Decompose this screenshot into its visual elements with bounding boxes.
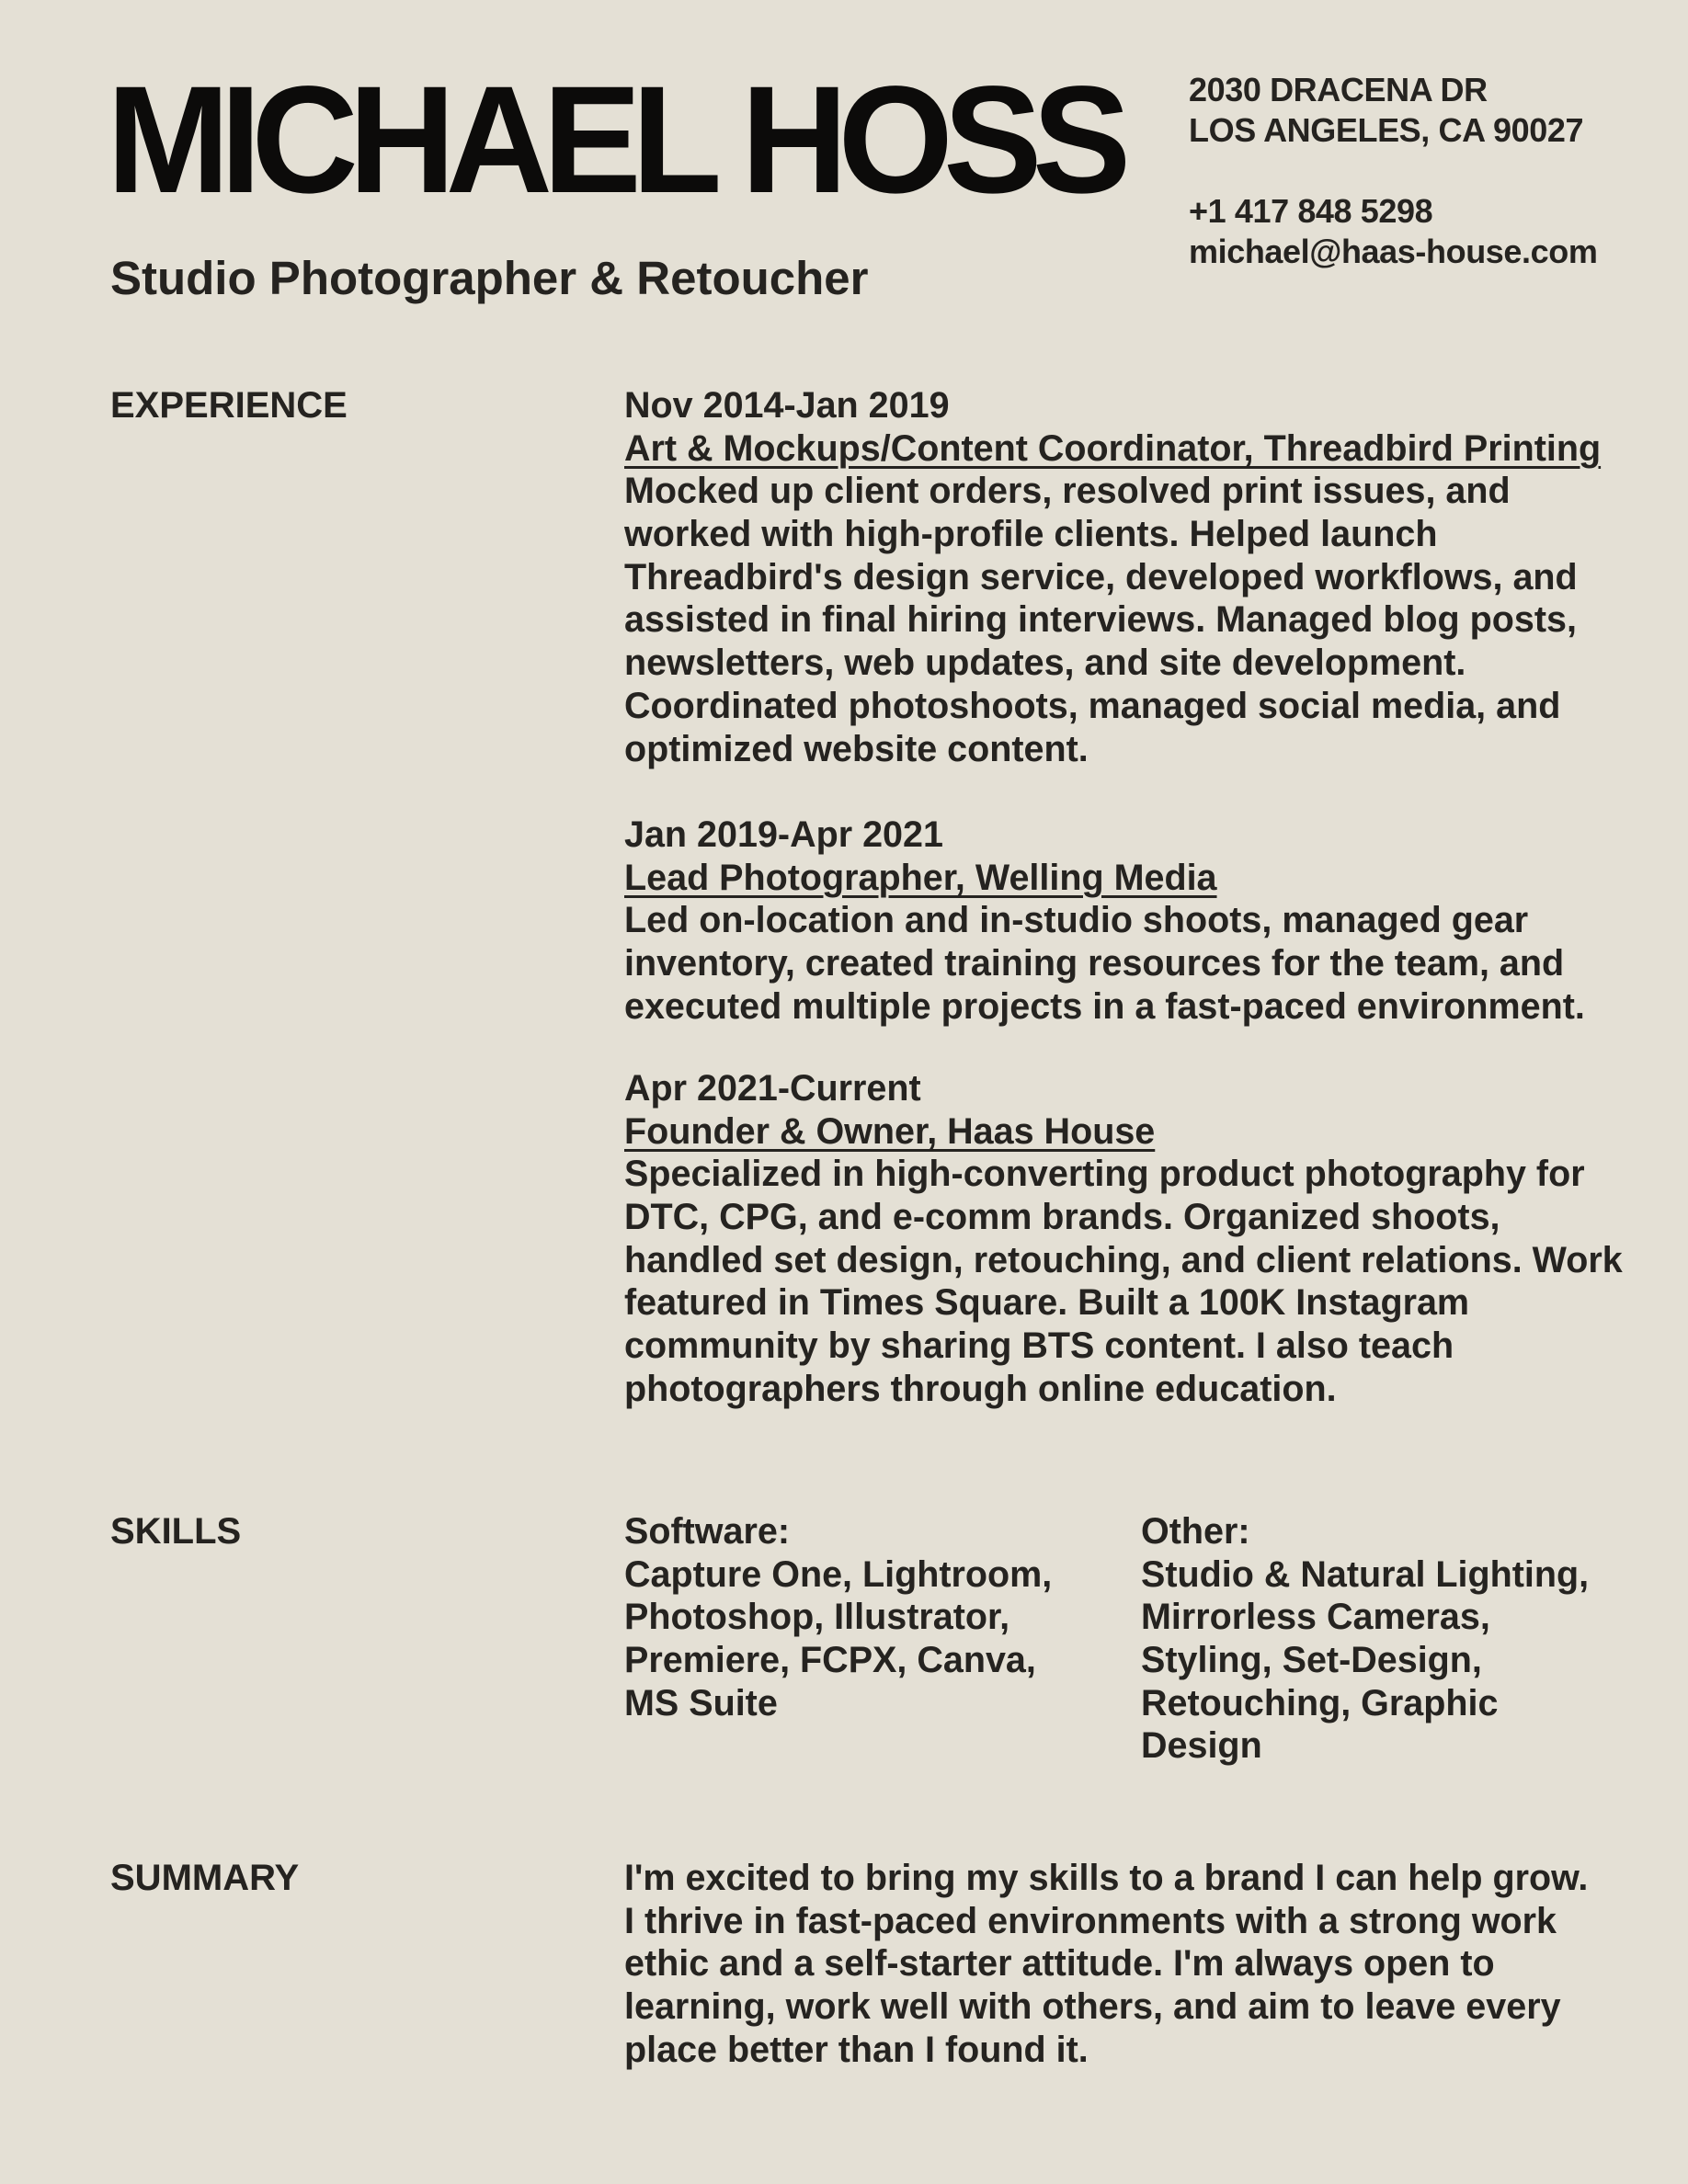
contact-block [1189,70,1597,272]
job-description-line: inventory, created training resources for the team, and [624,943,1565,984]
email-address: michael@haas-house.com [1189,233,1598,270]
job-dates: Nov 2014-Jan 2019 [624,385,950,426]
skill-line: Studio & Natural Lighting, [1141,1553,1590,1595]
skill-line: Capture One, Lightroom, [624,1553,1053,1595]
skill-line: Styling, Set-Design, [1141,1640,1482,1681]
job-description-line: optimized website content. [624,728,1089,769]
job-title: Founder & Owner, Haas House [624,1110,1156,1152]
job-description-line: Led on-location and in-studio shoots, managed gear [624,900,1529,941]
job-description-line: worked with high-profile clients. Helped launch [624,514,1438,555]
job-entry-2 [624,813,1585,1028]
summary-label: SUMMARY [110,1858,300,1898]
job-description-line: Specialized in high-converting product photography for [624,1154,1585,1195]
job-description-line: handled set design, retouching, and client relations. Work [624,1239,1623,1280]
phone-number: +1 417 848 5298 [1189,192,1433,230]
job-description-line: photographers through online education. [624,1368,1337,1409]
resume-name: MICHAEL HOSS [107,55,1122,225]
skill-line: Mirrorless Cameras, [1141,1597,1490,1638]
contact-spacer [1189,151,1597,191]
skill-line: Photoshop, Illustrator, [624,1597,1010,1638]
address-line-2: LOS ANGELES, CA 90027 [1189,111,1584,149]
skills-other [1141,1510,1589,1768]
experience-label: EXPERIENCE [110,385,348,426]
skills-other-heading: Other: [1141,1511,1250,1552]
job-entry-3 [624,1067,1623,1411]
summary-line: I thrive in fast-paced environments with a strong work [624,1900,1557,1941]
job-description-line: assisted in final hiring interviews. Managed blog posts, [624,599,1577,641]
job-dates: Jan 2019-Apr 2021 [624,814,943,855]
job-description-line: newsletters, web updates, and site development. [624,643,1466,684]
summary-line: learning, work well with others, and aim to leave every [624,1986,1561,2028]
job-description-line: community by sharing BTS content. I also teach [624,1325,1454,1367]
skills-software-heading: Software: [624,1511,790,1552]
address-line-1: 2030 DRACENA DR [1189,71,1488,108]
skill-line: Premiere, FCPX, Canva, [624,1640,1036,1681]
job-description-line: featured in Times Square. Built a 100K Instagram [624,1282,1470,1324]
job-dates: Apr 2021-Current [624,1068,921,1109]
skills-label: SKILLS [110,1511,242,1552]
skill-line: MS Suite [624,1682,778,1723]
job-description-line: Mocked up client orders, resolved print issues, and [624,471,1511,512]
job-description-line: Threadbird's design service, developed workflows, and [624,556,1578,597]
job-title: Lead Photographer, Welling Media [624,857,1217,898]
skill-line: Retouching, Graphic [1141,1682,1499,1723]
skill-line: Design [1141,1725,1262,1767]
summary-line: place better than I found it. [624,2029,1089,2070]
job-title: Art & Mockups/Content Coordinator, Threadbird Printing [624,427,1602,469]
job-entry-1 [624,384,1601,770]
summary-line: ethic and a self-starter attitude. I'm always open to [624,1943,1495,1985]
summary-text [624,1857,1588,2071]
job-description-line: Coordinated photoshoots, managed social media, and [624,685,1561,726]
summary-line: I'm excited to bring my skills to a brand I can help grow. [624,1858,1589,1898]
skills-software [624,1510,1052,1724]
job-description-line: DTC, CPG, and e-comm brands. Organized shoots, [624,1197,1500,1238]
resume-subtitle: Studio Photographer & Retoucher [110,252,869,304]
job-description-line: executed multiple projects in a fast-paced environment. [624,985,1585,1027]
